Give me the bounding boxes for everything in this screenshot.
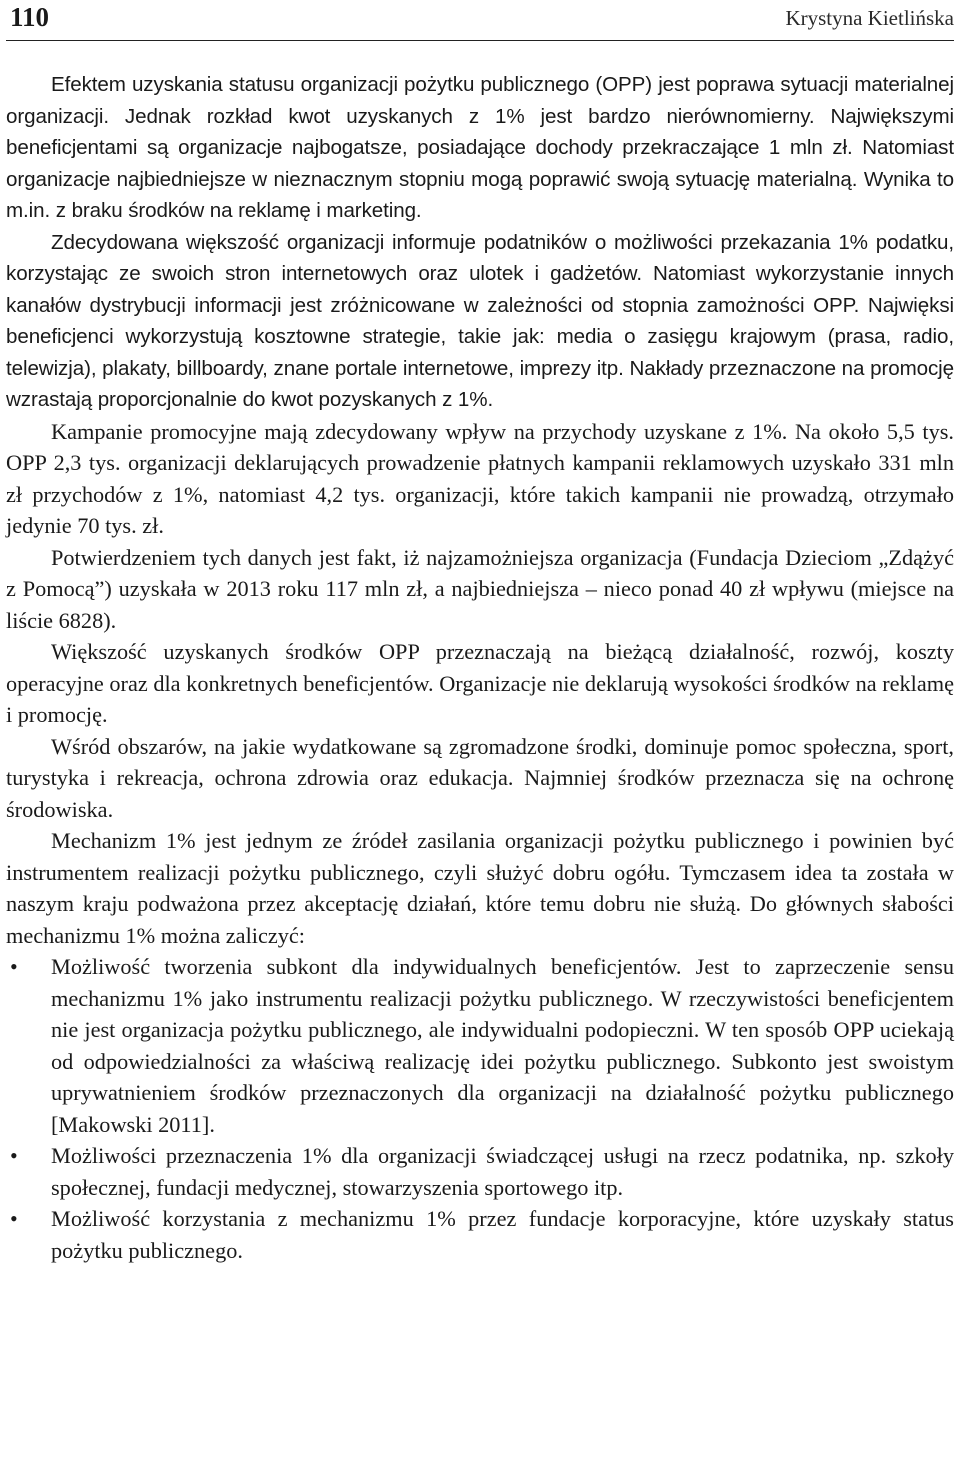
- running-head-author: Krystyna Kietlińska: [785, 6, 954, 30]
- body-text: [6, 69, 954, 1266]
- paragraph-mechanism-weaknesses: Mechanizm 1% jest jednym ze źródeł zasilania organizacji pożytku publicznego i powinien być instrumentem realizacji pożytku publicznego, czyli służyć dobru ogółu. Tymczasem idea ta została w naszym kraju podważona przez akceptację działań, które temu dobru nie służą. Do głównych słabości mechanizmu 1% można zaliczyć:: [6, 828, 954, 948]
- list-item: [6, 951, 954, 1140]
- paragraph-opp-status: Efektem uzyskania statusu organizacji pożytku publicznego (OPP) jest poprawa sytuacji materialnej organizacji. Jednak rozkład kwot uzyskanych z 1% jest bardzo nierównomierny. Największymi beneficjentami są organizacje najbogatsze, posiadające dochody przekraczające 1 mln zł. Natomiast organizacje najbiedniejsze w nieznacznym stopniu mogą poprawić swoją sytuację materialną. Wynika to m.in. z braku środków na reklamę i marketing.: [6, 73, 954, 222]
- list-item-text: Możliwości przeznaczenia 1% dla organizacji świadczącej usługi na rzecz podatnika, np. szkoły społecznej, fundacji medycznej, stowarzyszenia sportowego itp.: [51, 1143, 954, 1200]
- paragraph-promotion-channels: Zdecydowana większość organizacji informuje podatników o możliwości przekazania 1% podatku, korzystając ze swoich stron internetowych oraz ulotek i gadżetów. Natomiast wykorzystanie innych kanałów dystrybucji informacji jest zróżnicowane w zależności od stopnia zamożności OPP. Najwięksi beneficjenci wykorzystują kosztowne strategie, takie jak: media o zasięgu krajowym (prasa, radio, telewizja), plakaty, billboardy, znane portale internetowe, imprezy itp. Nakłady przeznaczone na promocję wzrastają proporcjonalnie do kwot pozyskanych z 1%.: [6, 230, 954, 411]
- bullet-icon: •: [10, 954, 18, 979]
- paragraph-spending-areas: Wśród obszarów, na jakie wydatkowane są zgromadzone środki, dominuje pomoc społeczna, sport, turystyka i rekreacja, ochrona zdrowia oraz edukacja. Najmniej środków przeznacza się na ochronę środowiska.: [6, 733, 954, 822]
- paragraph-fund-use: Większość uzyskanych środków OPP przeznaczają na bieżącą działalność, rozwój, koszty operacyjne oraz dla konkretnych beneficjentów. Organizacje nie deklarują wysokości środków na reklamę i promocję.: [6, 639, 954, 727]
- list-item: [6, 1140, 954, 1203]
- running-header: [6, 0, 954, 41]
- weaknesses-list: [6, 951, 954, 1266]
- list-item-text: Możliwość tworzenia subkont dla indywidualnych beneficjentów. Jest to zaprzeczenie sensu mechanizmu 1% jako instrumentu realizacji pożytku publicznego. W rzeczywistości beneficjentem nie jest organizacja pożytku publicznego, ale indywidualni podopieczni. W ten sposób OPP uciekają od odpowiedzialności za właściwą realizację idei pożytku publicznego. Subkonto jest swoistym uprywatnieniem środków przeznaczonych dla organizacji na działalność pożytku publicznego [Makowski 2011].: [51, 954, 954, 1137]
- paragraph-campaigns: Kampanie promocyjne mają zdecydowany wpływ na przychody uzyskane z 1%. Na około 5,5 tys. OPP 2,3 tys. organizacji deklarujących prowadzenie płatnych kampanii reklamowych uzyskało 331 mln zł przychodów z 1%, natomiast 4,2 tys. organizacji, które takich kampanii nie prowadzą, otrzymało jedynie 70 tys. zł.: [6, 418, 954, 538]
- bullet-icon: •: [10, 1143, 18, 1168]
- list-item-text: Możliwość korzystania z mechanizmu 1% przez fundacje korporacyjne, które uzyskały status pożytku publicznego.: [51, 1206, 954, 1263]
- paragraph-evidence: Potwierdzeniem tych danych jest fakt, iż najzamożniejsza organizacja (Fundacja Dzieciom „Zdążyć z Pomocą”) uzyskała w 2013 roku 117 mln zł, a najbiedniejsza – nieco ponad 40 zł wpływu (miejsce na liście 6828).: [6, 544, 954, 633]
- bullet-icon: •: [10, 1206, 18, 1231]
- list-item: [6, 1203, 954, 1266]
- page-number: 110: [10, 2, 50, 32]
